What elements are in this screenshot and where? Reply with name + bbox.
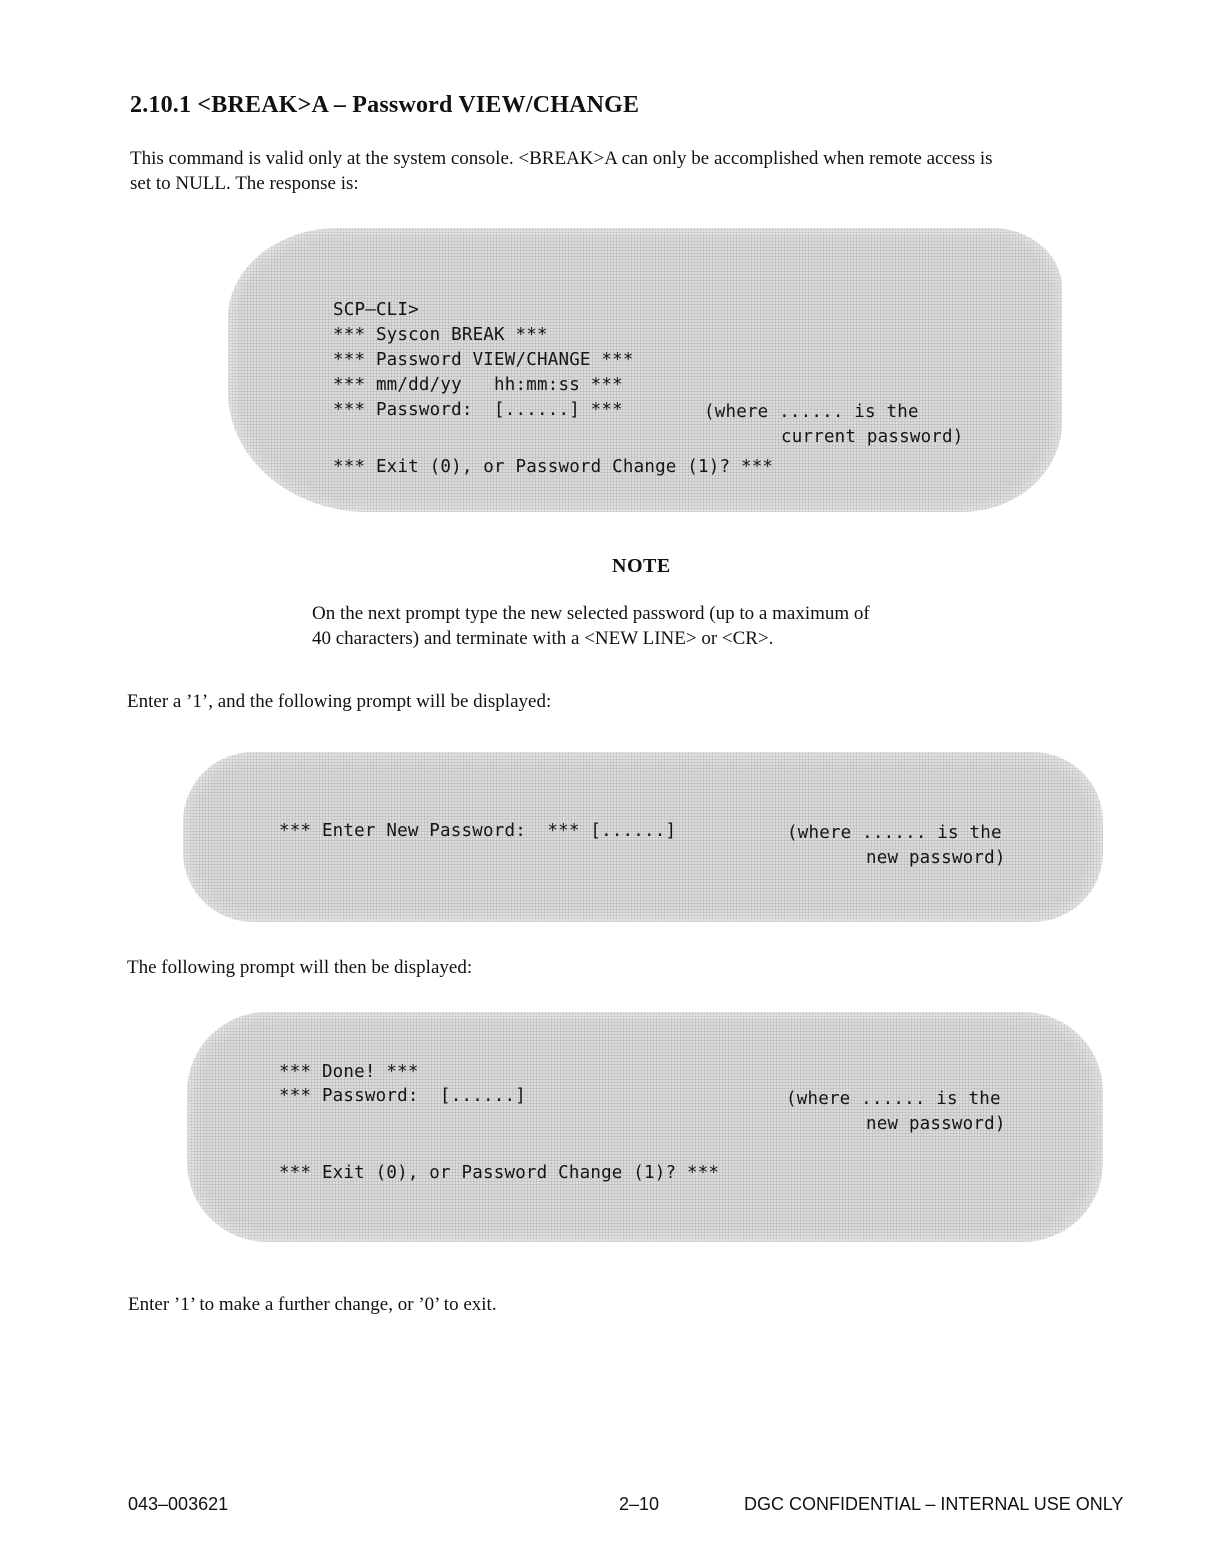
console-screen-done xyxy=(187,1012,1103,1242)
console-screen-new-password xyxy=(183,752,1103,922)
console-line: *** Password: [......] xyxy=(279,1086,526,1106)
console-annotation: (where ...... is the xyxy=(704,402,919,422)
console-line: *** mm/dd/yy hh:mm:ss *** xyxy=(333,375,623,395)
console-line: *** Password VIEW/CHANGE *** xyxy=(333,350,634,370)
intro-line-1: This command is valid only at the system console. <BREAK>A can only be accomplished when remote access is xyxy=(130,148,993,169)
console-line: *** Syscon BREAK *** xyxy=(333,325,548,345)
footer-classification: DGC CONFIDENTIAL – INTERNAL USE ONLY xyxy=(744,1494,1124,1514)
console-annotation: (where ...... is the xyxy=(787,823,1002,843)
instruction-enter-1: Enter a ’1’, and the following prompt will be displayed: xyxy=(127,691,552,712)
section-heading: 2.10.1 <BREAK>A – Password VIEW/CHANGE xyxy=(130,92,640,118)
console-line: *** Done! *** xyxy=(279,1062,419,1082)
note-line-1: On the next prompt type the new selected password (up to a maximum of xyxy=(312,603,870,624)
note-title: NOTE xyxy=(612,555,671,577)
note-line-2: 40 characters) and terminate with a <NEW LINE> or <CR>. xyxy=(312,628,774,649)
console-screen-break-response xyxy=(228,228,1062,512)
console-annotation: new password) xyxy=(866,848,1006,868)
instruction-enter-again: Enter ’1’ to make a further change, or ’0’ to exit. xyxy=(128,1294,497,1315)
console-annotation: current password) xyxy=(781,427,964,447)
instruction-following: The following prompt will then be displayed: xyxy=(127,957,473,978)
console-line: *** Exit (0), or Password Change (1)? *** xyxy=(333,457,774,477)
intro-paragraph xyxy=(130,146,993,196)
console-annotation: (where ...... is the xyxy=(786,1089,1001,1109)
console-line: *** Exit (0), or Password Change (1)? *** xyxy=(279,1163,720,1183)
console-line: SCP–CLI> xyxy=(333,300,419,320)
console-line: *** Enter New Password: *** [......] xyxy=(279,821,677,841)
note-body xyxy=(312,601,870,651)
console-line: *** Password: [......] *** xyxy=(333,400,623,420)
footer-page-number: 2–10 xyxy=(619,1494,660,1514)
console-annotation: new password) xyxy=(866,1114,1006,1134)
footer-doc-number: 043–003621 xyxy=(128,1494,229,1514)
intro-line-2: set to NULL. The response is: xyxy=(130,173,359,194)
